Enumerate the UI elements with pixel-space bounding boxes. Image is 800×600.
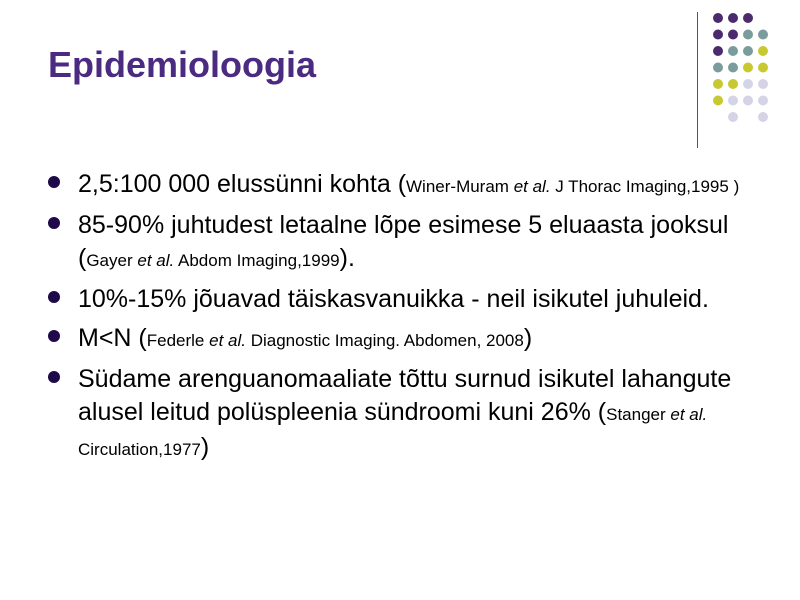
decorative-dot	[728, 96, 738, 106]
citation-author: Stanger	[606, 405, 671, 424]
decorative-dot	[758, 79, 768, 89]
decorative-dot	[728, 13, 738, 23]
bullet-icon	[48, 217, 60, 229]
bullet-icon	[48, 330, 60, 342]
decorative-dot	[728, 30, 738, 40]
bullet-item-3	[48, 283, 768, 316]
citation	[147, 331, 524, 350]
decorative-dot	[728, 112, 738, 122]
bullet-list	[48, 168, 768, 472]
bullet-text-end: )	[523, 324, 533, 352]
decorative-dot	[713, 30, 723, 40]
bullet-icon	[48, 291, 60, 303]
decorative-dot	[743, 46, 753, 56]
citation	[406, 177, 739, 196]
decorative-dot	[713, 63, 723, 73]
bullet-icon	[48, 371, 60, 383]
bullet-text: 85-90% juhtudest letaalne lõpe esimese 5 eluaasta jooksul (	[78, 211, 729, 272]
bullet-item-1	[48, 168, 768, 203]
decorative-dot	[743, 79, 753, 89]
citation-author: Federle	[146, 331, 210, 350]
decorative-divider	[697, 12, 698, 148]
bullet-item-2	[48, 209, 768, 277]
bullet-item-4	[48, 322, 768, 357]
decorative-dot	[758, 96, 768, 106]
decorative-dot	[713, 13, 723, 23]
citation-etal: et al.	[137, 251, 175, 270]
decorative-dot	[743, 30, 753, 40]
bullet-text: M<N (	[78, 324, 147, 352]
decorative-dot	[758, 112, 768, 122]
citation-etal: et al.	[513, 177, 551, 196]
decorative-dot	[743, 96, 753, 106]
citation-source: Diagnostic Imaging. Abdomen, 2008	[245, 331, 524, 350]
decorative-dot-grid	[708, 11, 788, 131]
bullet-text-end: ).	[339, 244, 355, 272]
citation-source: Abdom Imaging,1999	[174, 251, 340, 270]
citation-author: Winer-Muram	[406, 177, 514, 196]
slide-title: Epidemioloogia	[48, 44, 317, 85]
decorative-dot	[743, 13, 753, 23]
bullet-text-end: )	[200, 433, 210, 461]
citation	[86, 251, 339, 270]
bullet-text: 2,5:100 000 elussünni kohta (	[78, 170, 407, 198]
decorative-dot	[728, 63, 738, 73]
decorative-dot	[728, 46, 738, 56]
decorative-dot	[743, 63, 753, 73]
citation-author: Gayer	[86, 251, 138, 270]
decorative-dot	[728, 79, 738, 89]
decorative-dot	[713, 79, 723, 89]
citation-source: Circulation,1977	[78, 440, 201, 459]
bullet-text: Südame arenguanomaaliate tõttu surnud isikutel lahangute alusel leitud polüspleenia sündroomi kuni 26% (	[78, 365, 732, 426]
bullet-icon	[48, 176, 60, 188]
decorative-dot	[713, 46, 723, 56]
bullet-item-5	[48, 363, 768, 466]
decorative-dot	[713, 96, 723, 106]
citation-source: J Thorac Imaging,1995 )	[550, 177, 740, 196]
dot-grid-icon	[708, 11, 788, 131]
citation-etal: et al.	[209, 331, 246, 350]
decorative-dot	[758, 46, 768, 56]
bullet-text: 10%-15% jõuavad täiskasvanuikka - neil isikutel juhuleid.	[78, 285, 709, 313]
decorative-dot	[758, 63, 768, 73]
citation-etal: et al.	[670, 405, 708, 424]
decorative-dot	[758, 30, 768, 40]
